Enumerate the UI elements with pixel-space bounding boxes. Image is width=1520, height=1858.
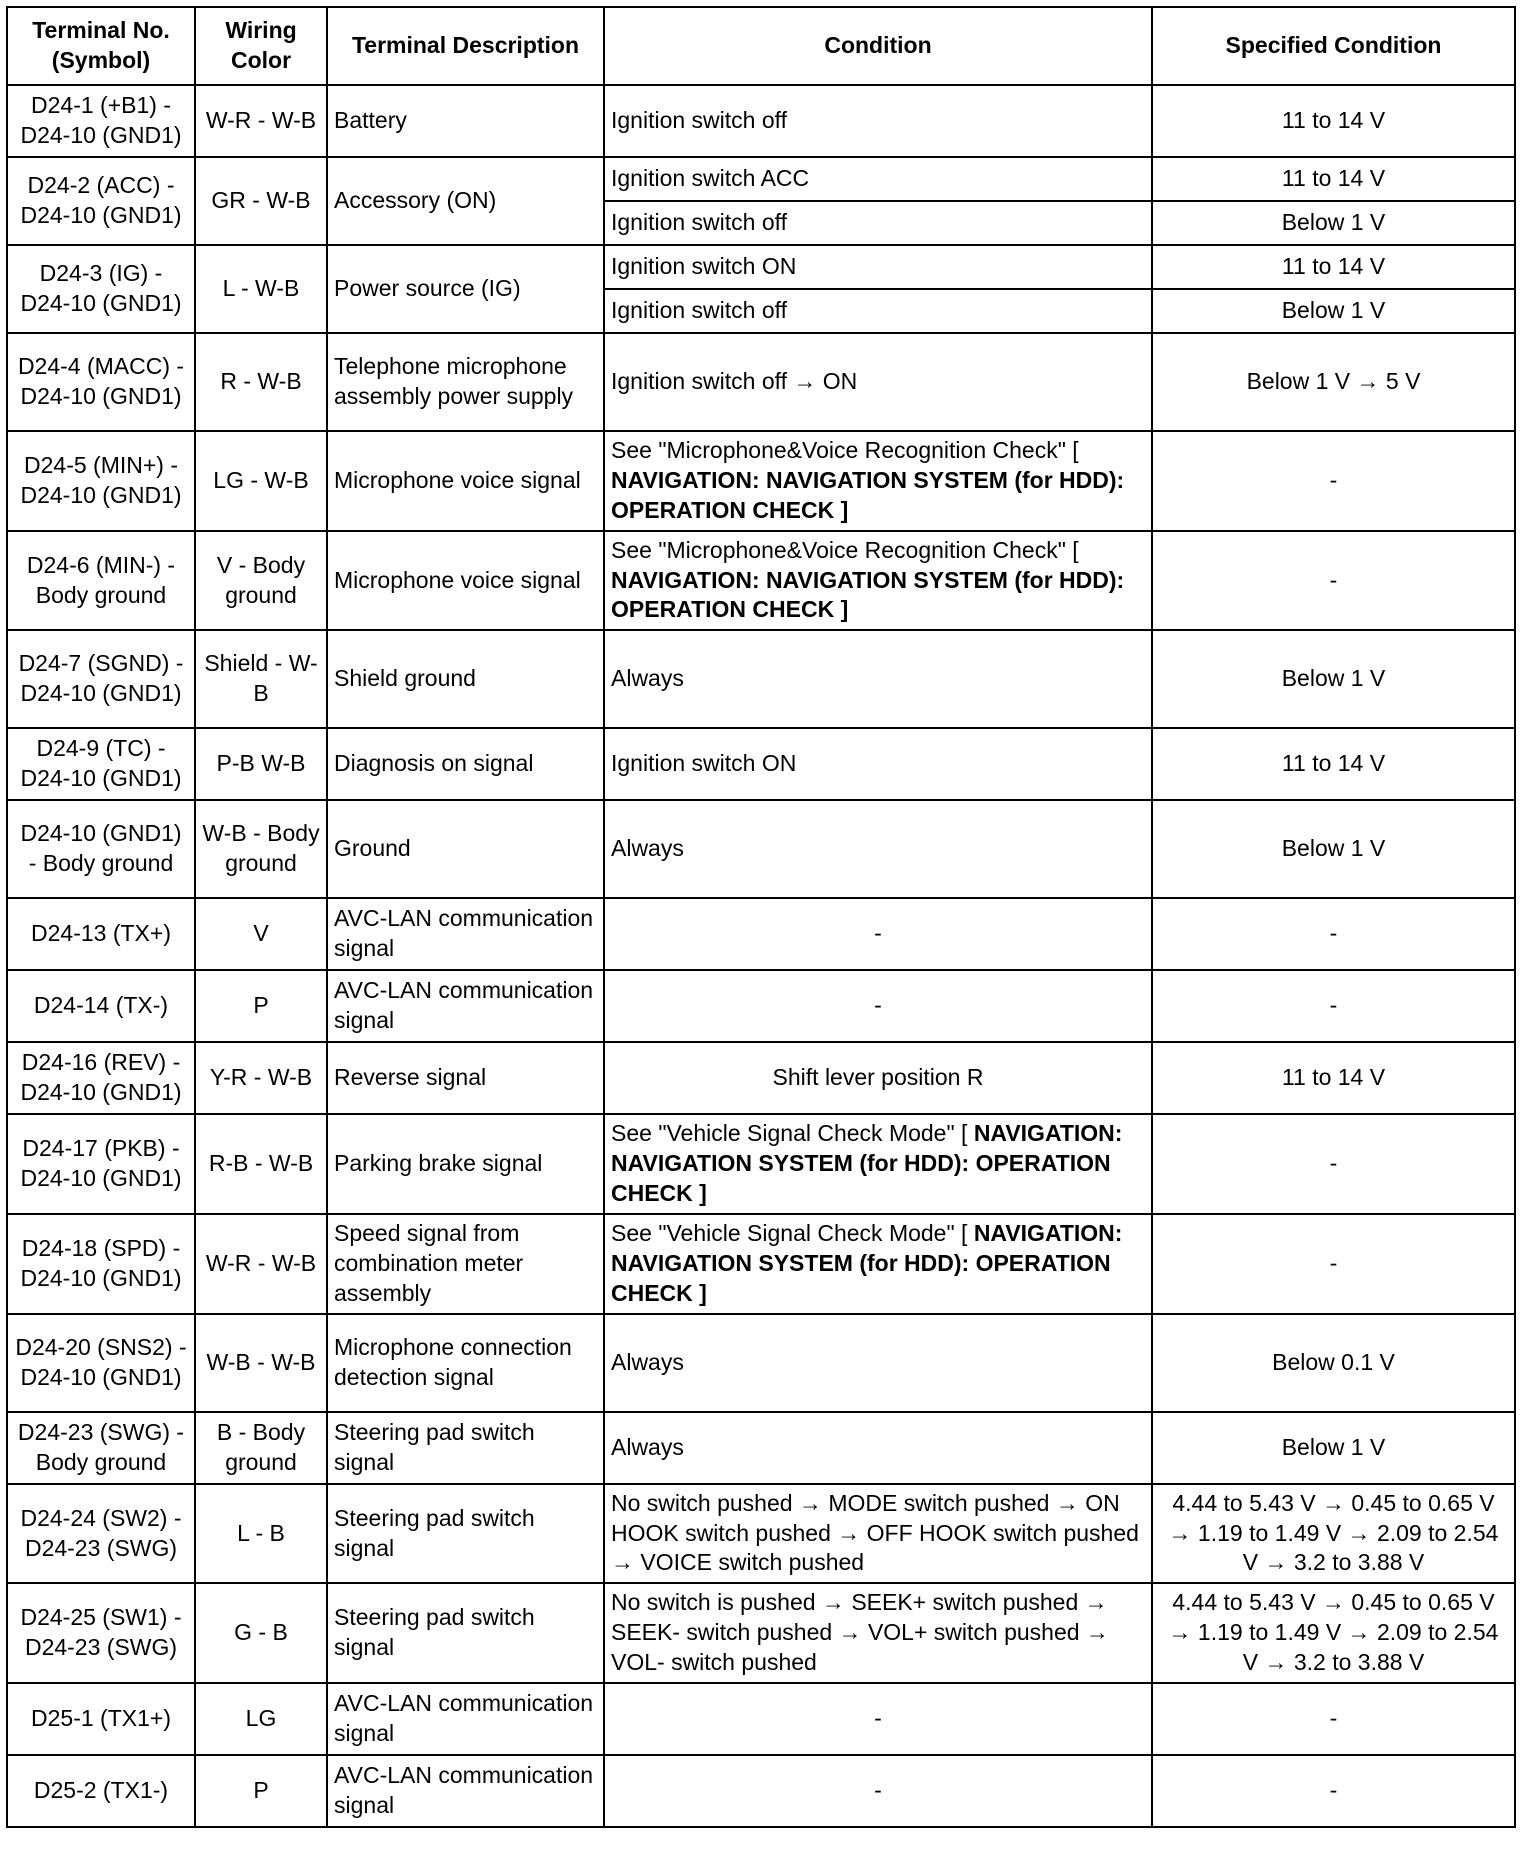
wiring-cell: V - Body ground <box>195 531 327 631</box>
wiring-cell: R - W-B <box>195 333 327 431</box>
wiring-cell: LG - W-B <box>195 431 327 531</box>
terminal-table <box>6 6 1516 1828</box>
condition-cell: - <box>604 970 1152 1042</box>
terminal-cell: D24-6 (MIN-) - Body ground <box>7 531 195 631</box>
wiring-cell: P <box>195 1755 327 1827</box>
header-description: Terminal Description <box>327 7 604 85</box>
condition-cell: Ignition switch off <box>604 85 1152 157</box>
condition-cell: - <box>604 1683 1152 1755</box>
description-cell: AVC-LAN communication signal <box>327 898 604 970</box>
wiring-cell: Shield - W-B <box>195 630 327 728</box>
spec-cell: Below 1 V <box>1152 800 1515 898</box>
spec-cell: - <box>1152 1755 1515 1827</box>
terminal-cell: D24-3 (IG) - D24-10 (GND1) <box>7 245 195 333</box>
spec-cell: Below 1 V <box>1152 1412 1515 1484</box>
condition-cell: Shift lever position R <box>604 1042 1152 1114</box>
description-cell: Microphone voice signal <box>327 531 604 631</box>
description-cell: Accessory (ON) <box>327 157 604 245</box>
description-cell: AVC-LAN communication signal <box>327 1755 604 1827</box>
spec-cell: Below 1 V → 5 V <box>1152 333 1515 431</box>
table-row <box>7 245 1515 289</box>
header-wiring: Wiring Color <box>195 7 327 85</box>
spec-cell: - <box>1152 1683 1515 1755</box>
reference-link[interactable]: NAVIGATION: NAVIGATION SYSTEM (for HDD): OPERATION CHECK ] <box>611 1120 1123 1207</box>
terminal-cell: D25-2 (TX1-) <box>7 1755 195 1827</box>
terminal-cell: D25-1 (TX1+) <box>7 1683 195 1755</box>
spec-cell: 4.44 to 5.43 V → 0.45 to 0.65 V → 1.19 to 1.49 V → 2.09 to 2.54 V → 3.2 to 3.88 V <box>1152 1583 1515 1683</box>
terminal-cell: D24-4 (MACC) - D24-10 (GND1) <box>7 333 195 431</box>
condition-cell: No switch is pushed → SEEK+ switch pushed → SEEK- switch pushed → VOL+ switch pushed → VOL- switch pushed <box>604 1583 1152 1683</box>
table-row <box>7 970 1515 1042</box>
description-cell: Telephone microphone assembly power supply <box>327 333 604 431</box>
description-cell: Steering pad switch signal <box>327 1583 604 1683</box>
description-cell: Microphone connection detection signal <box>327 1314 604 1412</box>
table-row <box>7 630 1515 728</box>
description-cell: Parking brake signal <box>327 1114 604 1214</box>
wiring-cell: G - B <box>195 1583 327 1683</box>
spec-cell: Below 1 V <box>1152 201 1515 245</box>
spec-cell: 11 to 14 V <box>1152 157 1515 201</box>
wiring-cell: W-B - W-B <box>195 1314 327 1412</box>
description-cell: Shield ground <box>327 630 604 728</box>
wiring-cell: L - W-B <box>195 245 327 333</box>
spec-cell: 11 to 14 V <box>1152 245 1515 289</box>
spec-cell: - <box>1152 431 1515 531</box>
wiring-cell: Y-R - W-B <box>195 1042 327 1114</box>
condition-cell: - <box>604 898 1152 970</box>
spec-cell: Below 0.1 V <box>1152 1314 1515 1412</box>
spec-cell: - <box>1152 898 1515 970</box>
terminal-cell: D24-23 (SWG) - Body ground <box>7 1412 195 1484</box>
condition-cell: Ignition switch ON <box>604 728 1152 800</box>
table-row <box>7 1583 1515 1683</box>
header-condition: Condition <box>604 7 1152 85</box>
spec-cell: 4.44 to 5.43 V → 0.45 to 0.65 V → 1.19 to 1.49 V → 2.09 to 2.54 V → 3.2 to 3.88 V <box>1152 1484 1515 1584</box>
terminal-cell: D24-17 (PKB) - D24-10 (GND1) <box>7 1114 195 1214</box>
wiring-cell: V <box>195 898 327 970</box>
terminal-cell: D24-7 (SGND) - D24-10 (GND1) <box>7 630 195 728</box>
condition-text: See "Microphone&Voice Recognition Check" [ <box>611 437 1079 463</box>
condition-cell: Always <box>604 1412 1152 1484</box>
table-row <box>7 431 1515 531</box>
condition-cell: Ignition switch ACC <box>604 157 1152 201</box>
description-cell: Diagnosis on signal <box>327 728 604 800</box>
condition-cell <box>604 1114 1152 1214</box>
spec-cell: 11 to 14 V <box>1152 85 1515 157</box>
condition-cell: Always <box>604 1314 1152 1412</box>
table-row <box>7 1114 1515 1214</box>
table-row <box>7 333 1515 431</box>
description-cell: Microphone voice signal <box>327 431 604 531</box>
terminal-cell: D24-1 (+B1) - D24-10 (GND1) <box>7 85 195 157</box>
table-row <box>7 1214 1515 1314</box>
table-row <box>7 800 1515 898</box>
terminal-cell: D24-18 (SPD) - D24-10 (GND1) <box>7 1214 195 1314</box>
description-cell: Ground <box>327 800 604 898</box>
table-row <box>7 531 1515 631</box>
spec-cell: - <box>1152 1214 1515 1314</box>
wiring-cell: B - Body ground <box>195 1412 327 1484</box>
terminal-cell: D24-25 (SW1) - D24-23 (SWG) <box>7 1583 195 1683</box>
table-row <box>7 1314 1515 1412</box>
header-specified: Specified Condition <box>1152 7 1515 85</box>
description-cell: Speed signal from combination meter assembly <box>327 1214 604 1314</box>
terminal-cell: D24-14 (TX-) <box>7 970 195 1042</box>
terminal-cell: D24-10 (GND1) - Body ground <box>7 800 195 898</box>
wiring-cell: LG <box>195 1683 327 1755</box>
description-cell: Steering pad switch signal <box>327 1412 604 1484</box>
header-row <box>7 7 1515 85</box>
wiring-cell: W-R - W-B <box>195 1214 327 1314</box>
condition-cell: No switch pushed → MODE switch pushed → ON HOOK switch pushed → OFF HOOK switch pushed → VOICE switch pushed <box>604 1484 1152 1584</box>
table-row <box>7 728 1515 800</box>
spec-cell: 11 to 14 V <box>1152 728 1515 800</box>
reference-link[interactable]: NAVIGATION: NAVIGATION SYSTEM (for HDD): OPERATION CHECK ] <box>611 466 1125 523</box>
condition-cell: Always <box>604 800 1152 898</box>
table-row <box>7 1412 1515 1484</box>
condition-cell: Ignition switch off <box>604 201 1152 245</box>
wiring-cell: R-B - W-B <box>195 1114 327 1214</box>
table-row <box>7 898 1515 970</box>
terminal-cell: D24-20 (SNS2) - D24-10 (GND1) <box>7 1314 195 1412</box>
wiring-cell: P <box>195 970 327 1042</box>
condition-text: See "Vehicle Signal Check Mode" [ <box>611 1220 968 1247</box>
condition-cell: Ignition switch off → ON <box>604 333 1152 431</box>
table-row <box>7 1042 1515 1114</box>
description-cell: AVC-LAN communication signal <box>327 970 604 1042</box>
table-row <box>7 1755 1515 1827</box>
description-cell: Steering pad switch signal <box>327 1484 604 1584</box>
header-terminal: Terminal No. (Symbol) <box>7 7 195 85</box>
table-row <box>7 85 1515 157</box>
condition-cell: Ignition switch off <box>604 289 1152 333</box>
terminal-cell: D24-5 (MIN+) - D24-10 (GND1) <box>7 431 195 531</box>
terminal-cell: D24-16 (REV) - D24-10 (GND1) <box>7 1042 195 1114</box>
wiring-cell: W-B - Body ground <box>195 800 327 898</box>
spec-cell: - <box>1152 531 1515 631</box>
spec-cell: - <box>1152 970 1515 1042</box>
terminal-cell: D24-9 (TC) - D24-10 (GND1) <box>7 728 195 800</box>
condition-text: See "Vehicle Signal Check Mode" [ <box>611 1120 968 1147</box>
condition-text: See "Microphone&Voice Recognition Check" [ <box>611 536 1079 563</box>
terminal-cell: D24-13 (TX+) <box>7 898 195 970</box>
table-row <box>7 1484 1515 1584</box>
condition-cell: Always <box>604 630 1152 728</box>
description-cell: AVC-LAN communication signal <box>327 1683 604 1755</box>
condition-cell: Ignition switch ON <box>604 245 1152 289</box>
wiring-cell: L - B <box>195 1484 327 1584</box>
condition-cell <box>604 531 1152 631</box>
wiring-cell: P-B W-B <box>195 728 327 800</box>
wiring-cell: GR - W-B <box>195 157 327 245</box>
spec-cell: - <box>1152 1114 1515 1214</box>
spec-cell: 11 to 14 V <box>1152 1042 1515 1114</box>
description-cell: Power source (IG) <box>327 245 604 333</box>
table-row <box>7 1683 1515 1755</box>
terminal-cell: D24-24 (SW2) - D24-23 (SWG) <box>7 1484 195 1584</box>
wiring-cell: W-R - W-B <box>195 85 327 157</box>
condition-cell <box>604 431 1152 531</box>
description-cell: Reverse signal <box>327 1042 604 1114</box>
condition-cell <box>604 1214 1152 1314</box>
condition-cell: - <box>604 1755 1152 1827</box>
spec-cell: Below 1 V <box>1152 289 1515 333</box>
reference-link[interactable]: NAVIGATION: NAVIGATION SYSTEM (for HDD): OPERATION CHECK ] <box>611 1220 1123 1306</box>
terminal-cell: D24-2 (ACC) - D24-10 (GND1) <box>7 157 195 245</box>
description-cell: Battery <box>327 85 604 157</box>
reference-link[interactable]: NAVIGATION: NAVIGATION SYSTEM (for HDD): OPERATION CHECK ] <box>611 566 1125 623</box>
table-row <box>7 157 1515 201</box>
spec-cell: Below 1 V <box>1152 630 1515 728</box>
